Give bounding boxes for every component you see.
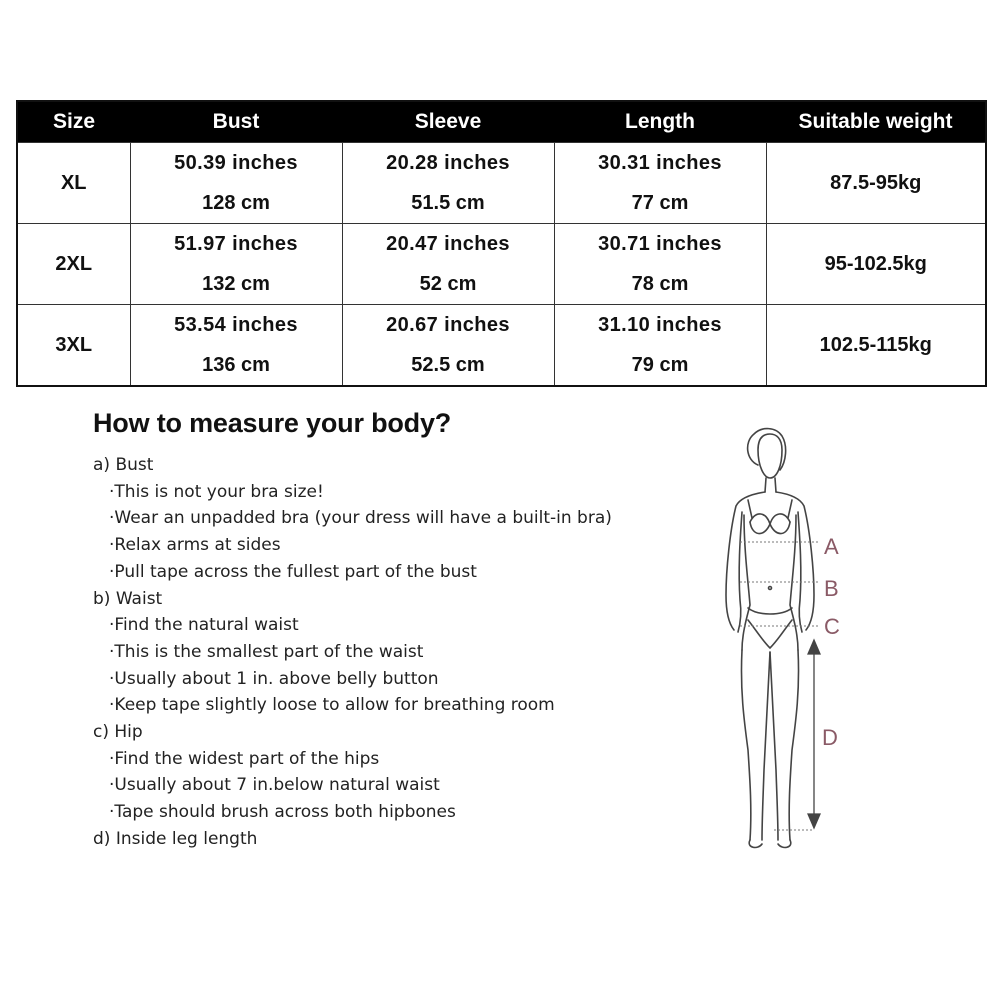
tip-item: ·Usually about 7 in.below natural waist <box>109 775 440 796</box>
sleeve-cm: 52.5 cm <box>411 354 485 376</box>
label-c: C <box>824 614 840 639</box>
length-cell <box>554 143 766 224</box>
tip-item: ·This is not your bra size! <box>109 481 324 502</box>
tip-item: ·Usually about 1 in. above belly button <box>109 668 439 689</box>
sleeve-cell <box>342 305 554 387</box>
tip-item: ·Find the widest part of the hips <box>109 748 380 769</box>
guide-title: How to measure your body? <box>93 408 452 438</box>
bust-cell <box>130 305 342 387</box>
tip-item: ·Find the natural waist <box>109 615 299 636</box>
bust-inches: 50.39 inches <box>174 152 298 174</box>
size-cell: 3XL <box>17 305 130 387</box>
size-cell: 2XL <box>17 224 130 305</box>
label-b: B <box>824 576 839 601</box>
length-cell <box>554 224 766 305</box>
measure-guide <box>93 408 693 853</box>
sleeve-inches: 20.67 inches <box>386 314 510 336</box>
label-a: A <box>824 534 839 559</box>
length-inches: 30.31 inches <box>598 152 722 174</box>
table-row <box>17 224 986 305</box>
table-row <box>17 305 986 387</box>
table-row <box>17 143 986 224</box>
length-cell <box>554 305 766 387</box>
length-inches: 30.71 inches <box>598 233 722 255</box>
tip-item: ·Relax arms at sides <box>109 535 281 556</box>
length-cm: 79 cm <box>631 354 689 376</box>
bust-inches: 51.97 inches <box>174 233 298 255</box>
section-heading: a) Bust <box>93 455 154 475</box>
section-heading: b) Waist <box>93 588 163 609</box>
bust-inches: 53.54 inches <box>174 314 298 336</box>
body-figure-icon <box>700 420 860 860</box>
size-chart-table <box>16 100 987 387</box>
header-length: Length <box>554 101 766 143</box>
tip-item: ·Tape should brush across both hipbones <box>109 802 456 823</box>
header-bust: Bust <box>130 101 342 143</box>
bust-cell <box>130 143 342 224</box>
sleeve-cm: 52 cm <box>419 273 477 295</box>
sleeve-inches: 20.28 inches <box>386 152 510 174</box>
guide-section-bust <box>93 452 693 586</box>
guide-section-hip <box>93 719 693 826</box>
body-figure <box>700 420 860 860</box>
header-size: Size <box>17 101 130 143</box>
length-inches: 31.10 inches <box>598 314 722 336</box>
sleeve-cm: 51.5 cm <box>411 192 485 214</box>
bust-cm: 128 cm <box>202 192 270 214</box>
weight-cell: 102.5-115kg <box>766 305 986 387</box>
tip-item: ·Pull tape across the fullest part of the bust <box>109 561 477 582</box>
tip-item: ·Wear an unpadded bra (your dress will have a built-in bra) <box>109 508 612 529</box>
guide-section-inside-leg <box>93 826 693 853</box>
label-d: D <box>822 725 838 750</box>
header-sleeve: Sleeve <box>342 101 554 143</box>
weight-cell: 87.5-95kg <box>766 143 986 224</box>
length-cm: 77 cm <box>631 192 689 214</box>
tip-item: ·Keep tape slightly loose to allow for breathing room <box>109 695 555 716</box>
guide-section-waist <box>93 586 693 720</box>
section-heading: d) Inside leg length <box>93 828 258 849</box>
size-cell: XL <box>17 143 130 224</box>
sleeve-cell <box>342 224 554 305</box>
header-weight: Suitable weight <box>766 101 986 143</box>
weight-cell: 95-102.5kg <box>766 224 986 305</box>
sleeve-cell <box>342 143 554 224</box>
bust-cm: 136 cm <box>202 354 270 376</box>
sleeve-inches: 20.47 inches <box>386 233 510 255</box>
bust-cm: 132 cm <box>202 273 270 295</box>
section-heading: c) Hip <box>93 722 143 743</box>
bust-cell <box>130 224 342 305</box>
tip-item: ·This is the smallest part of the waist <box>109 641 424 662</box>
length-cm: 78 cm <box>631 273 689 295</box>
table-header-row <box>17 101 986 143</box>
